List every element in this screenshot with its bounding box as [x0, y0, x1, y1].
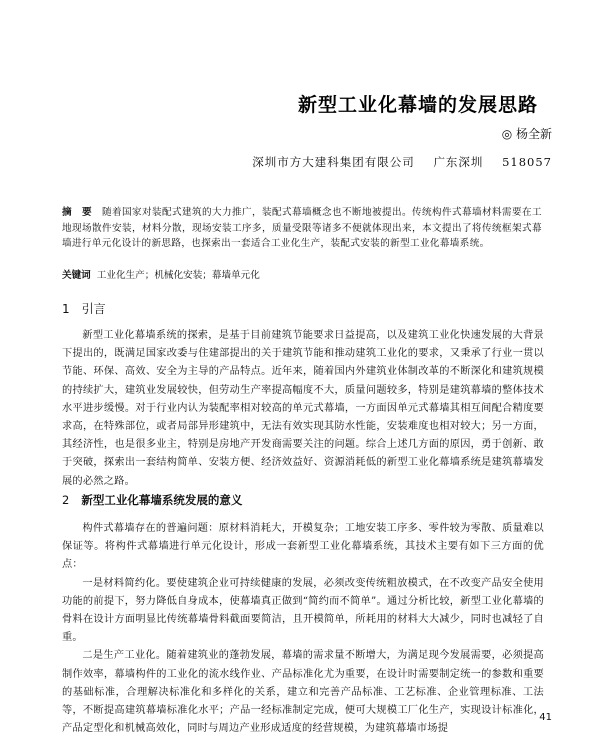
- paragraph: 二是生产工业化。随着建筑业的蓬勃发展，幕墙的需求量不断增大，为满足现今发展需要，必须提高制作效率，幕墙构件的工业化的流水线作业、产品标准化尤为重要，在设计时需要制定统一的参数和重要的基础标准，合理解决标准化和多样化的关系，建立和完善产品标准、工艺标准、企业管理标准、工法等，不断提高建筑幕墙标准化水平；产品一经标准制定完成，便可大规模工厂化生产，实现设计标准化，产品定型化和机械高效化，同时与周边产业形成适度的经营规模，为建筑幕墙市场提: [62, 650, 544, 735]
- keywords-label: 关键词: [62, 270, 91, 281]
- paper-title: 新型工业化幕墙的发展思路: [297, 94, 538, 116]
- section-2-number: 2: [62, 493, 70, 507]
- section-2-body: [62, 520, 544, 738]
- affiliation: [238, 154, 552, 170]
- section-1-title: 引言: [81, 302, 106, 316]
- section-1-heading: [62, 300, 106, 317]
- section-2-title: 新型工业化幕墙系统发展的意义: [81, 493, 243, 507]
- section-2-heading: [62, 492, 242, 508]
- paragraph: 构件式幕墙存在的普遍问题：原材料消耗大，开模复杂；工地安装工序多、零件较为零散、质量难以保证等。将构件式幕墙进行单元化设计，形成一套新型工业化幕墙系统，其技术主要有如下三方面的优点：: [62, 523, 544, 571]
- abstract-label: 摘 要: [62, 207, 93, 218]
- abstract-text: 随着国家对装配式建筑的大力推广，装配式幕墙概念也不断地被提出。传统构件式幕墙材料需要在工地现场散件安装，材料分散，现场安装工序多，质量受限等诸多不便就体现出来，本文提出了将传统框架式幕墙进行单元化设计的新思路，也探索出一套适合工业化生产，装配式安装的新型工业化幕墙系统。: [62, 207, 542, 249]
- keywords: [62, 268, 542, 283]
- keywords-text: 工业化生产；机械化安装；幕墙单元化: [96, 270, 260, 281]
- page-number: 41: [539, 712, 552, 723]
- affiliation-place: 广东深圳: [433, 155, 484, 169]
- author: ◎ 杨全新: [501, 127, 552, 141]
- section-1-body: [62, 327, 544, 491]
- paragraph: 一是材料简约化。要使建筑企业可持续健康的发展，必须改变传统粗放模式，在不改变产品安全使用功能的前提下，努力降低自身成本，使幕墙真正做到“简约而不简单”。通过分析比较，新型工业化幕墙的骨料在设计方面明显比传统幕墙骨料截面要简洁，且开模简单，所耗用的材料大大减少，同时也减轻了自重。: [62, 577, 544, 644]
- affiliation-postcode: 518057: [502, 155, 552, 169]
- affiliation-org: 深圳市方大建科集团有限公司: [252, 155, 415, 169]
- section-1-number: 1: [62, 302, 70, 316]
- abstract: [62, 205, 542, 252]
- paragraph: 新型工业化幕墙系统的探索，是基于目前建筑节能要求日益提高，以及建筑工业化快速发展的大背景下提出的，既满足国家改委与住建部提出的关于建筑节能和推动建筑工业化的要求，又秉承了行业一贯以节能、环保、高效、安全为主导的产品特点。近年来，随着国内外建筑业体制改革的不断深化和建筑规模的持续扩大，建筑业发展较快，但劳动生产率提高幅度不大，质量问题较多，特别是建筑幕墙的整体技术水平进步缓慢。对于行业内认为装配率相对较高的单元式幕墙，一方面因单元式幕墙其相互间配合精度要求高，在特殊部位，或者局部异形建筑中，无法有效实现其防水性能，安装难度也相对较大；另一方面，其经济性，也是很多业主，特别是房地产开发商需要关注的问题。综合上述几方面的原因，勇于创新、敢于突破，探索出一套结构简单、安装方便、经济效益好、资源消耗低的新型工业化幕墙系统是建筑幕墙发展的必然之路。: [62, 330, 544, 487]
